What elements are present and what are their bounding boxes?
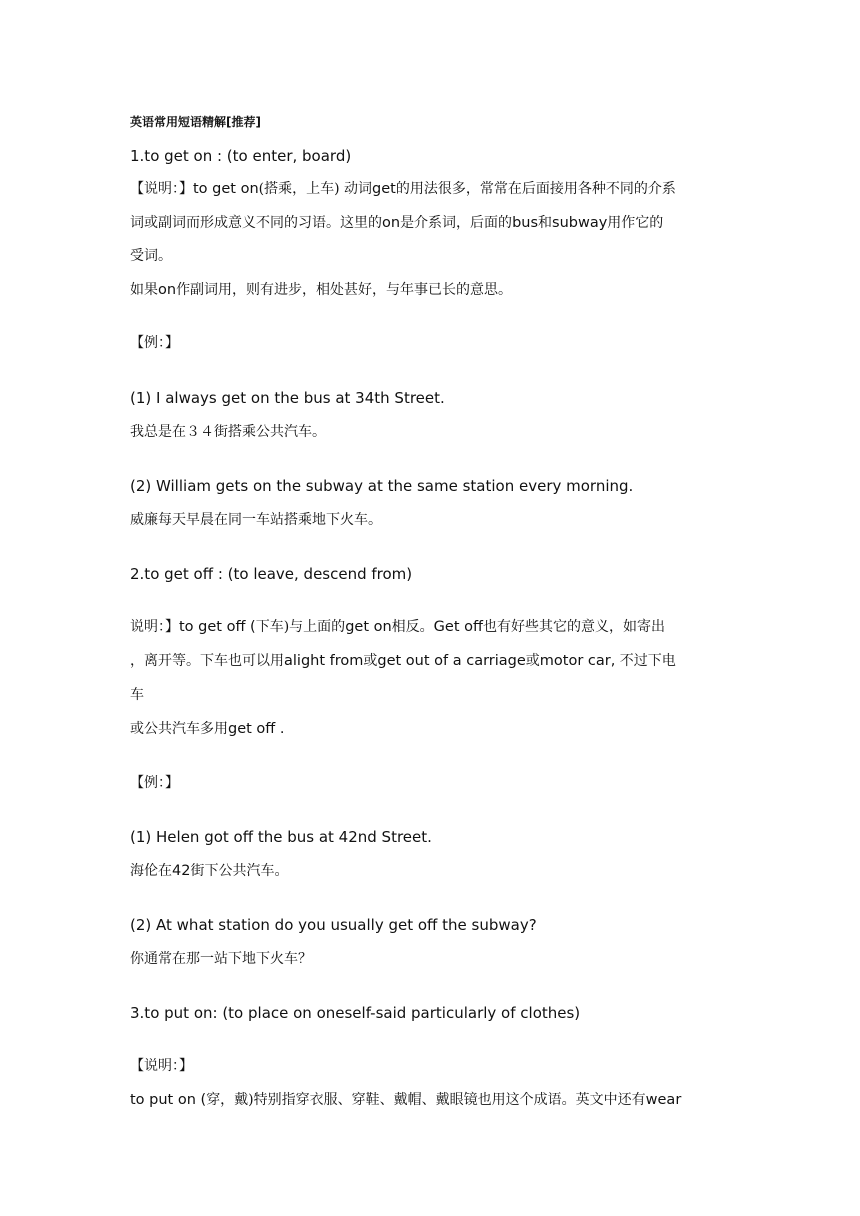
section-1-example-1-en: (1) I always get on the bus at 34th Street. xyxy=(130,389,445,407)
document-title: 英语常用短语精解[推荐] xyxy=(130,115,261,129)
section-2-example-1-en: (1) Helen got off the bus at 42nd Street. xyxy=(130,828,432,846)
section-2-example-2-cn: 你通常在那一站下地下火车？ xyxy=(130,951,312,967)
section-2-note-line-4: 或公共汽车多用get off . xyxy=(130,721,285,737)
section-2-note-line-3: 车 xyxy=(130,687,144,703)
section-3-heading: 3.to put on: (to place on oneself-said particularly of clothes) xyxy=(130,1004,581,1022)
section-2-example-1-cn: 海伦在42街下公共汽车。 xyxy=(130,863,289,879)
section-2-example-label: 【例：】 xyxy=(130,775,179,791)
section-2-note-line-1: 说明：】to get off (下车)与上面的get on相反。Get off也有好些其它的意义，如寄出 xyxy=(130,619,665,635)
section-1-example-2-en: (2) William gets on the subway at the same station every morning. xyxy=(130,477,634,495)
section-1-example-2-cn: 威廉每天早晨在同一车站搭乘地下火车。 xyxy=(130,512,382,528)
section-1-note-line-3: 受词。 xyxy=(130,248,172,264)
section-1-note-line-4: 如果on作副词用，则有进步，相处甚好，与年事已长的意思。 xyxy=(130,282,513,298)
section-3-note-label: 【说明：】 xyxy=(130,1058,193,1074)
section-1-example-label: 【例：】 xyxy=(130,335,179,351)
section-1-example-1-cn: 我总是在３４街搭乘公共汽车。 xyxy=(130,424,326,440)
section-2-note-line-2: ，离开等。下车也可以用alight from或get out of a carriage或motor car, 不过下电 xyxy=(130,653,676,669)
section-2-heading: 2.to get off : (to leave, descend from) xyxy=(130,565,413,583)
section-1-note-line-1: 【说明：】to get on(搭乘，上车) 动词get的用法很多，常常在后面接用各种不同的介系 xyxy=(130,181,676,197)
section-1-heading: 1.to get on : (to enter, board) xyxy=(130,147,352,165)
section-3-note-line-1: to put on (穿，戴)特别指穿衣服、穿鞋、戴帽、戴眼镜也用这个成语。英文中还有wear xyxy=(130,1092,682,1108)
section-1-note-line-2: 词或副词而形成意义不同的习语。这里的on是介系词，后面的bus和subway用作它的 xyxy=(130,215,664,231)
section-2-example-2-en: (2) At what station do you usually get off the subway? xyxy=(130,916,537,934)
